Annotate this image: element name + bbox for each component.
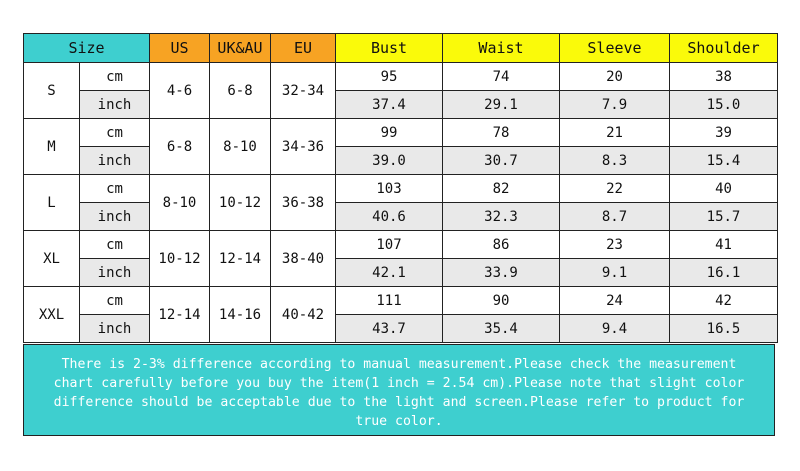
sleeve-inch-value: 7.9 [560,91,670,119]
us-size: 10-12 [150,231,210,287]
header-sleeve: Sleeve [560,34,670,63]
unit-cm-label: cm [80,175,150,203]
header-eu: EU [271,34,336,63]
size-label: S [24,63,80,119]
us-size: 8-10 [150,175,210,231]
sleeve-inch-value: 9.1 [560,259,670,287]
shoulder-cm-value: 39 [670,119,778,147]
bust-cm-value: 99 [336,119,443,147]
waist-inch-value: 32.3 [443,203,560,231]
sleeve-inch-value: 9.4 [560,315,670,343]
header-waist: Waist [443,34,560,63]
unit-cm-label: cm [80,63,150,91]
waist-inch-value: 29.1 [443,91,560,119]
waist-inch-value: 33.9 [443,259,560,287]
header-us: US [150,34,210,63]
waist-inch-value: 35.4 [443,315,560,343]
bust-cm-value: 107 [336,231,443,259]
eu-size: 34-36 [271,119,336,175]
waist-cm-value: 86 [443,231,560,259]
shoulder-inch-value: 16.1 [670,259,778,287]
bust-inch-value: 40.6 [336,203,443,231]
eu-size: 32-34 [271,63,336,119]
size-label: M [24,119,80,175]
unit-cm-label: cm [80,231,150,259]
header-row [24,34,778,63]
note-line: chart carefully before you buy the item(1 inch = 2.54 cm).Please note that slight color [53,376,745,391]
size-row-inch [24,203,778,231]
size-chart [23,33,777,343]
note-line: There is 2-3% difference according to manual measurement.Please check the measurement [61,357,737,372]
unit-inch-label: inch [80,91,150,119]
size-row-cm [24,175,778,203]
uk-au-size: 14-16 [210,287,271,343]
shoulder-cm-value: 40 [670,175,778,203]
size-row-cm [24,287,778,315]
waist-cm-value: 90 [443,287,560,315]
sleeve-cm-value: 20 [560,63,670,91]
sleeve-cm-value: 24 [560,287,670,315]
us-size: 12-14 [150,287,210,343]
us-size: 6-8 [150,119,210,175]
sleeve-cm-value: 23 [560,231,670,259]
sleeve-inch-value: 8.3 [560,147,670,175]
unit-cm-label: cm [80,119,150,147]
header-bust: Bust [336,34,443,63]
bust-inch-value: 43.7 [336,315,443,343]
size-label: XXL [24,287,80,343]
size-row-inch [24,147,778,175]
us-size: 4-6 [150,63,210,119]
unit-inch-label: inch [80,147,150,175]
waist-inch-value: 30.7 [443,147,560,175]
shoulder-inch-value: 15.0 [670,91,778,119]
bust-inch-value: 42.1 [336,259,443,287]
shoulder-cm-value: 42 [670,287,778,315]
bust-cm-value: 111 [336,287,443,315]
shoulder-inch-value: 16.5 [670,315,778,343]
bust-inch-value: 37.4 [336,91,443,119]
bust-cm-value: 103 [336,175,443,203]
shoulder-cm-value: 41 [670,231,778,259]
header-uk-au: UK&AU [210,34,271,63]
size-chart-table [23,33,778,343]
shoulder-inch-value: 15.4 [670,147,778,175]
sleeve-cm-value: 22 [560,175,670,203]
size-row-inch [24,259,778,287]
measurement-note [23,344,775,436]
size-label: XL [24,231,80,287]
waist-cm-value: 74 [443,63,560,91]
eu-size: 38-40 [271,231,336,287]
size-row-inch [24,91,778,119]
waist-cm-value: 82 [443,175,560,203]
size-row-cm [24,63,778,91]
bust-inch-value: 39.0 [336,147,443,175]
sleeve-inch-value: 8.7 [560,203,670,231]
eu-size: 36-38 [271,175,336,231]
size-row-cm [24,231,778,259]
unit-inch-label: inch [80,259,150,287]
shoulder-cm-value: 38 [670,63,778,91]
unit-cm-label: cm [80,287,150,315]
unit-inch-label: inch [80,315,150,343]
size-row-cm [24,119,778,147]
uk-au-size: 10-12 [210,175,271,231]
header-size: Size [24,34,150,63]
unit-inch-label: inch [80,203,150,231]
sleeve-cm-value: 21 [560,119,670,147]
uk-au-size: 8-10 [210,119,271,175]
uk-au-size: 6-8 [210,63,271,119]
note-line: difference should be acceptable due to the light and screen.Please refer to product for [53,395,745,410]
header-shoulder: Shoulder [670,34,778,63]
note-line: true color. [355,414,443,429]
eu-size: 40-42 [271,287,336,343]
size-label: L [24,175,80,231]
shoulder-inch-value: 15.7 [670,203,778,231]
size-row-inch [24,315,778,343]
uk-au-size: 12-14 [210,231,271,287]
bust-cm-value: 95 [336,63,443,91]
waist-cm-value: 78 [443,119,560,147]
